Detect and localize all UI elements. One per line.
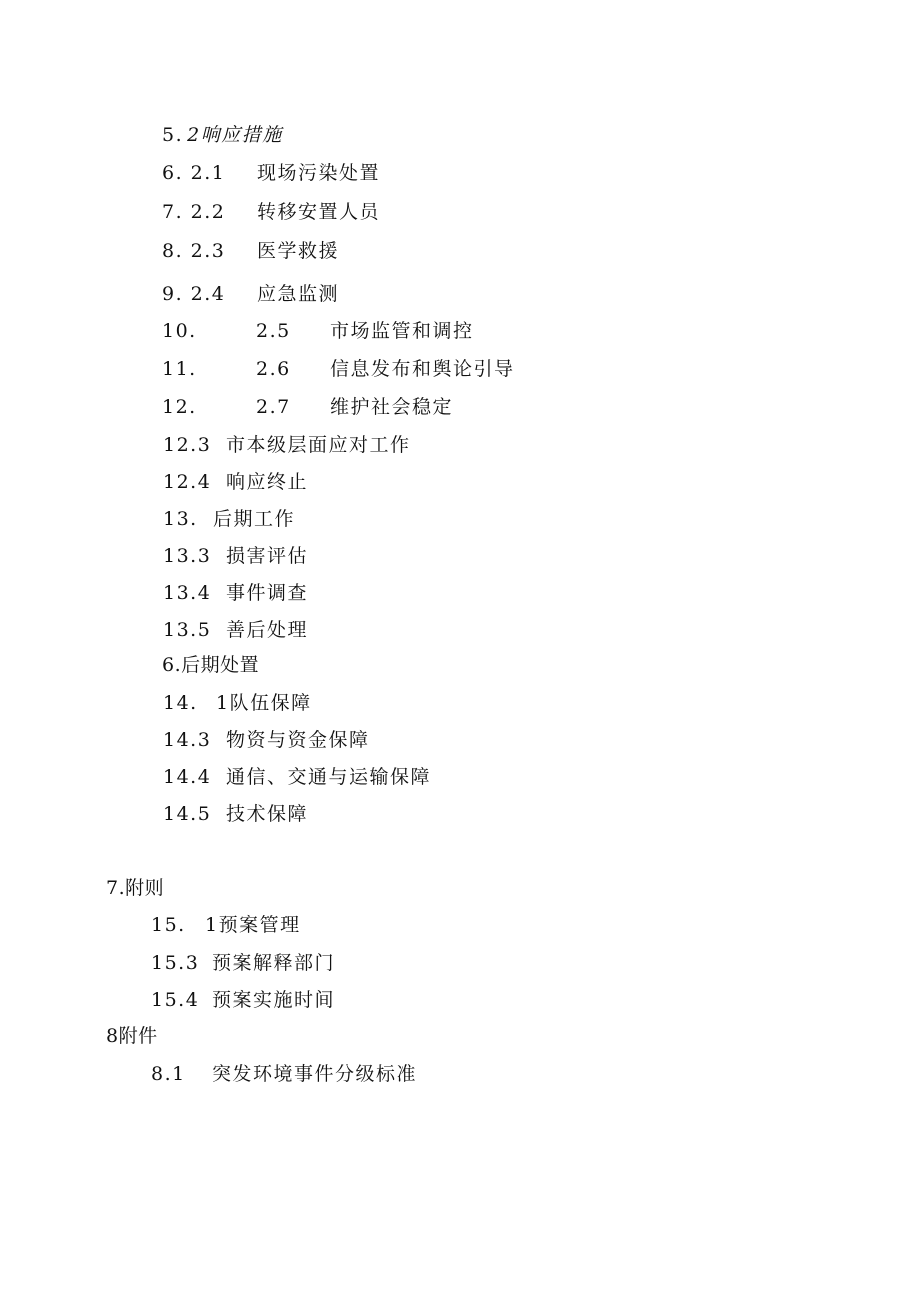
- toc-entry-5: [162, 124, 283, 146]
- toc-title: 物资与资金保障: [226, 729, 370, 751]
- toc-title: 维护社会稳定: [330, 396, 454, 418]
- toc-entry-14-5: [163, 803, 308, 825]
- toc-number: 10.: [162, 320, 197, 342]
- toc-number: 14.3: [163, 729, 212, 751]
- toc-entry-11: [162, 358, 515, 380]
- toc-number: 14.: [163, 692, 198, 714]
- toc-number: 13.3: [163, 545, 212, 567]
- toc-title: 附件: [118, 1025, 158, 1047]
- toc-entry-15-4: [151, 989, 335, 1011]
- toc-entry-7: [162, 201, 380, 223]
- toc-title: 信息发布和舆论引导: [330, 358, 515, 380]
- toc-number: 6.: [162, 654, 182, 676]
- toc-number: 13.: [163, 508, 198, 530]
- toc-title: 预案实施时间: [212, 989, 336, 1011]
- toc-entry-8-heading: [106, 1025, 158, 1047]
- toc-entry-9: [162, 283, 339, 305]
- toc-title: 后期工作: [213, 508, 296, 530]
- toc-title: 技术保障: [226, 803, 309, 825]
- toc-title: 应急监测: [257, 283, 340, 305]
- toc-title: 附则: [125, 877, 165, 899]
- toc-number: 14.5: [163, 803, 212, 825]
- toc-title: 损害评估: [226, 545, 309, 567]
- toc-number: 13.5: [163, 619, 212, 641]
- toc-entry-13-3: [163, 545, 308, 567]
- toc-number: 7. 2.2: [162, 201, 226, 223]
- toc-subnumber: 2.7: [256, 396, 291, 418]
- toc-subnumber: 2.6: [256, 358, 291, 380]
- toc-number: 6. 2.1: [162, 162, 226, 184]
- toc-entry-15: [151, 914, 301, 936]
- toc-entry-6: [162, 162, 380, 184]
- toc-number: 5.: [162, 124, 184, 146]
- toc-title: 后期处置: [181, 654, 260, 676]
- toc-entry-12-4: [163, 471, 308, 493]
- toc-subnumber: 2.5: [256, 320, 291, 342]
- toc-entry-8: [162, 240, 339, 262]
- toc-number: 8: [106, 1025, 119, 1047]
- toc-entry-8-1: [151, 1063, 417, 1085]
- toc-number: 8.1: [151, 1063, 186, 1085]
- toc-number: 11.: [162, 358, 197, 380]
- toc-number: 15.4: [151, 989, 200, 1011]
- toc-number: 14.4: [163, 766, 212, 788]
- toc-title: 市本级层面应对工作: [226, 434, 411, 456]
- toc-number: 12.3: [163, 434, 212, 456]
- toc-number: 15.3: [151, 952, 200, 974]
- toc-title: 响应终止: [226, 471, 309, 493]
- toc-title: 突发环境事件分级标准: [212, 1063, 418, 1085]
- toc-title: 1队伍保障: [216, 692, 312, 714]
- toc-entry-14-4: [163, 766, 431, 788]
- toc-number: 13.4: [163, 582, 212, 604]
- toc-title: 善后处理: [226, 619, 309, 641]
- toc-title: 市场监管和调控: [330, 320, 474, 342]
- toc-entry-6-heading: [162, 654, 259, 676]
- toc-entry-12: [162, 396, 453, 418]
- toc-entry-7-heading: [106, 877, 164, 899]
- toc-title: 1预案管理: [205, 914, 301, 936]
- toc-entry-15-3: [151, 952, 335, 974]
- toc-number: 15.: [151, 914, 186, 936]
- toc-entry-14-3: [163, 729, 370, 751]
- toc-entry-10: [162, 320, 474, 342]
- toc-number: 7.: [106, 877, 126, 899]
- toc-title: 事件调查: [226, 582, 309, 604]
- toc-title: 医学救援: [257, 240, 340, 262]
- toc-entry-13-5: [163, 619, 308, 641]
- toc-title: 预案解释部门: [212, 952, 336, 974]
- toc-entry-13-4: [163, 582, 308, 604]
- toc-number: 9. 2.4: [162, 283, 226, 305]
- toc-title: 2响应措施: [187, 124, 283, 146]
- toc-number: 12.4: [163, 471, 212, 493]
- toc-entry-12-3: [163, 434, 411, 456]
- toc-title: 转移安置人员: [257, 201, 381, 223]
- toc-entry-14: [163, 692, 312, 714]
- toc-title: 现场污染处置: [257, 162, 381, 184]
- toc-number: 8. 2.3: [162, 240, 226, 262]
- toc-title: 通信、交通与运输保障: [226, 766, 432, 788]
- toc-entry-13: [163, 508, 295, 530]
- toc-number: 12.: [162, 396, 197, 418]
